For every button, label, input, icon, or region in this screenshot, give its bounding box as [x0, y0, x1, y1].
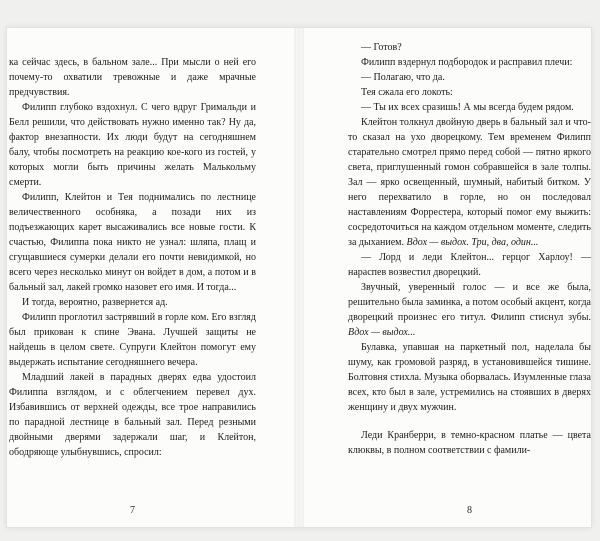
- italic-text-run: Вдох — выдох. Три, два, один...: [406, 237, 539, 248]
- paragraph: [348, 115, 591, 250]
- page-number-right: 8: [467, 505, 472, 516]
- text-run: Клейтон толкнул двойную дверь в бальный зал и что-то сказал на ухо дворецкому. Тем временем Филипп старательно смотрел прямо перед собой — пятно яркого света, приглушенный гомон собравшейся в зале толпы. Зал — ярко освещенный, шумный, набитый битком. У него перехватило в горле, но он последовал наставлениям Форрестера, который помог ему выжить: сосредоточиться на каждом отдельном моменте, следить за дыханием.: [348, 117, 591, 248]
- paragraph: [9, 55, 256, 100]
- paragraph: [9, 370, 256, 460]
- text-run: — Готов?: [361, 42, 402, 53]
- paragraph: [348, 85, 591, 100]
- paragraph: [348, 100, 591, 115]
- paragraph: [9, 190, 256, 295]
- paragraph: [348, 40, 591, 55]
- text-run: Филипп, Клейтон и Тея поднимались по лестнице величественного особняка, а позади них из подъезжающих карет высаживались все новые гости. К счастью, Филиппа пока никто не узнал: шляпа, плащ и сгущавшиеся сумерки делали его почти невидимкой, но всего через несколько минут он войдет в дом, а потом и в бальный зал, лакей громко назовет его имя. И тогда...: [9, 192, 256, 293]
- text-run: Звучный, уверенный голос — и все же была, решительно была заминка, а потом особый акцент, когда дворецкий произнес его титул. Филипп стиснул зубы.: [348, 282, 591, 323]
- page-right-text: [348, 40, 591, 508]
- text-run: Булавка, упавшая на паркетный пол, наделала бы шуму, как громовой разряд, в установившейся тишине. Болтовня стихла. Музыка оборвалась. Изумленные глаза всех, кто был в зале, устремились на стоявших в дверях женщину и двух мужчин.: [348, 342, 591, 413]
- paragraph: [9, 310, 256, 370]
- page-number-left: 7: [130, 505, 135, 516]
- book-spread: [6, 27, 592, 528]
- paragraph: [348, 340, 591, 415]
- page-left-text: [9, 55, 256, 507]
- text-run: Младший лакей в парадных дверях едва удостоил Филиппа взглядом, и с облегчением перевел дух. Избавившись от верхней одежды, все трое направились по парадной лестнице в бальный зал. Перед резными двойными дверями задержали шаг, и Клейтон, ободряюще улыбнувшись, спросил:: [9, 372, 256, 458]
- paragraph: [9, 100, 256, 190]
- text-run: — Ты их всех сразишь! А мы всегда будем рядом.: [361, 102, 574, 113]
- paragraph: [348, 250, 591, 280]
- paragraph: [348, 55, 591, 70]
- text-run: ка сейчас здесь, в бальном зале... При мысли о ней его почему-то охватили тревожные и даже мрачные предчувствия.: [9, 57, 256, 98]
- page-gutter: [295, 28, 304, 527]
- text-run: — Лорд и леди Клейтон... герцог Харлоу! — нараспев возвестил дворецкий.: [348, 252, 591, 278]
- text-run: Леди Кранберри, в темно-красном платье — цвета клюквы, в полном соответствии с фамили-: [348, 430, 591, 456]
- text-run: Филипп проглотил застрявший в горле ком. Его взгляд был прикован к спине Эвана. Лучшей защиты не найдешь в целом свете. Супруги Клейтон помогут ему выдержать испытание сегодняшнего вечера.: [9, 312, 256, 368]
- text-run: Филипп глубоко вздохнул. С чего вдруг Гримальди и Белл решили, что действовать нужно именно так? Ну да, фактор внезапности. Их люди будут на сегодняшнем балу, чтобы посмотреть на реакцию кое-кого из гостей, у которых могли быть причины желать Малькольму смерти.: [9, 102, 256, 188]
- italic-text-run: Вдох — выдох...: [348, 327, 416, 338]
- text-run: Филипп вздернул подбородок и расправил плечи:: [361, 57, 573, 68]
- paragraph: [348, 280, 591, 340]
- text-run: — Полагаю, что да.: [361, 72, 445, 83]
- text-run: Тея сжала его локоть:: [361, 87, 453, 98]
- paragraph: [9, 295, 256, 310]
- paragraph: [348, 70, 591, 85]
- text-run: И тогда, вероятно, развернется ад.: [22, 297, 168, 308]
- paragraph: [348, 428, 591, 458]
